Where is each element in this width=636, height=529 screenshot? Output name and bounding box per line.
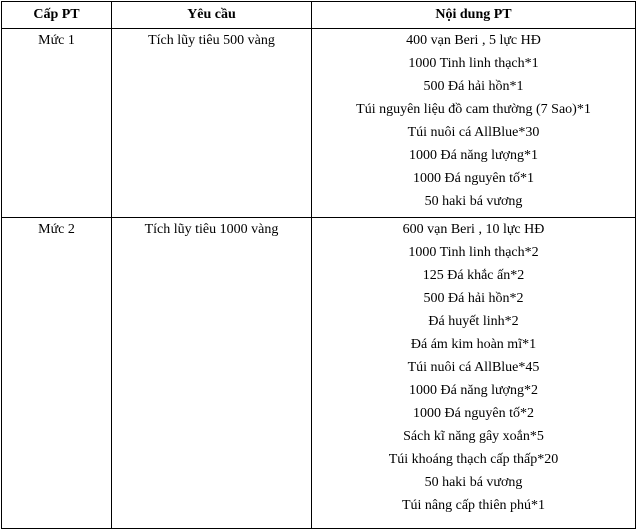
reward-list	[312, 33, 635, 217]
header-row	[2, 2, 636, 29]
header-level: Cấp PT	[2, 2, 112, 29]
table-row	[2, 218, 636, 529]
list-item: 125 Đá khắc ấn*2	[422, 268, 525, 283]
list-item: 1000 Tinh linh thạch*2	[408, 245, 539, 260]
header-requirement: Yêu cầu	[112, 2, 312, 29]
level-cell	[2, 29, 112, 218]
list-item: Túi nâng cấp thiên phú*1	[401, 498, 546, 513]
list-item: Túi nuôi cá AllBlue*45	[407, 360, 540, 375]
content-cell	[312, 218, 636, 529]
level-cell	[2, 218, 112, 529]
list-item: 1000 Đá nguyên tố*1	[413, 171, 534, 186]
list-item: Sách kĩ năng gây xoắn*5	[403, 429, 544, 444]
list-item: 1000 Đá nguyên tố*2	[413, 406, 534, 421]
list-item: 50 haki bá vương	[424, 475, 523, 490]
list-item: Túi khoáng thạch cấp thấp*20	[388, 452, 559, 467]
list-item: Túi nguyên liệu đồ cam thường (7 Sao)*1	[356, 102, 591, 117]
level-text: Mức 1	[38, 33, 75, 48]
reward-list	[312, 222, 635, 521]
list-item: 50 haki bá vương	[424, 194, 523, 209]
list-item: Đá ám kim hoàn mĩ*1	[410, 337, 537, 352]
list-item: 400 vạn Beri , 5 lực HĐ	[406, 33, 541, 48]
content-cell	[312, 29, 636, 218]
level-text: Mức 2	[38, 222, 75, 237]
reward-table	[1, 1, 636, 529]
list-item: Túi nuôi cá AllBlue*30	[407, 125, 540, 140]
list-item: 500 Đá hải hồn*2	[423, 291, 524, 306]
list-item: 500 Đá hải hồn*1	[423, 79, 524, 94]
list-item: Đá huyết linh*2	[428, 314, 519, 329]
requirement-text: Tích lũy tiêu 500 vàng	[148, 33, 275, 48]
list-item: 1000 Đá năng lượng*2	[409, 383, 538, 398]
requirement-cell	[112, 29, 312, 218]
list-item: 1000 Đá năng lượng*1	[409, 148, 538, 163]
requirement-text: Tích lũy tiêu 1000 vàng	[144, 222, 279, 237]
requirement-cell	[112, 218, 312, 529]
header-content: Nội dung PT	[312, 2, 636, 29]
list-item: 1000 Tinh linh thạch*1	[408, 56, 539, 71]
list-item: 600 vạn Beri , 10 lực HĐ	[402, 222, 545, 237]
table-row	[2, 29, 636, 218]
